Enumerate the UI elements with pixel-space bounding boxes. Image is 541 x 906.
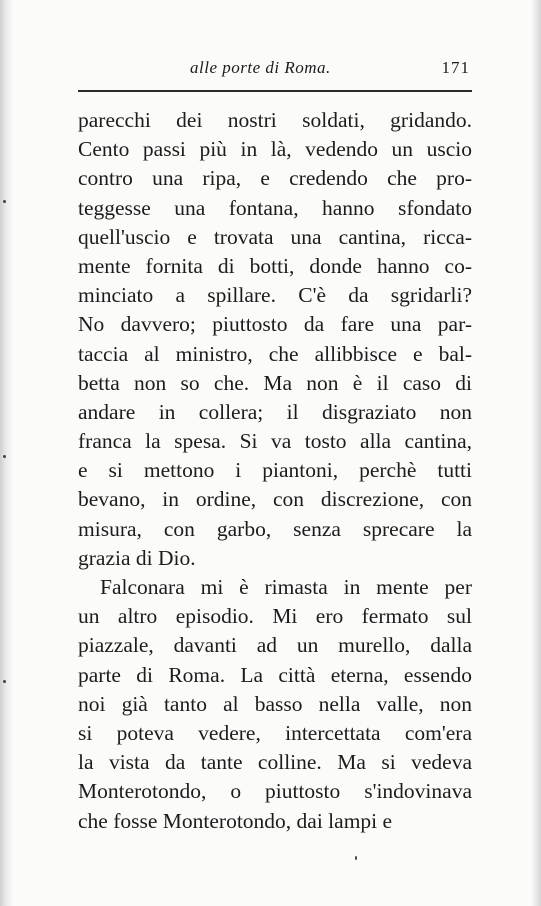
text-line: Cento passi più in là, vedendo un uscio bbox=[78, 137, 472, 162]
running-head bbox=[78, 56, 472, 82]
text-line: e si mettono i piantoni, perchè tutti bbox=[78, 458, 472, 483]
text-line: parte di Roma. La città eterna, essendo bbox=[78, 662, 472, 687]
text-line: piazzale, davanti ad un murello, dalla bbox=[78, 633, 472, 658]
text-line: che fosse Monterotondo, dai lampi e bbox=[78, 808, 393, 833]
text-line: minciato a spillare. C'è da sgridarli? bbox=[78, 283, 472, 308]
binding-shadow bbox=[0, 0, 14, 906]
text-line: quell'uscio e trovata una cantina, ricca- bbox=[78, 224, 472, 249]
paragraph bbox=[78, 106, 472, 573]
text-line: misura, con garbo, senza sprecare la bbox=[78, 516, 472, 541]
text-line: Monterotondo, o piuttosto s'indovinava bbox=[78, 779, 472, 804]
page-number: 171 bbox=[441, 58, 470, 77]
paragraph bbox=[78, 573, 472, 836]
running-title: alle porte di Roma. bbox=[190, 58, 331, 77]
scan-speck bbox=[3, 455, 6, 458]
page-edge-shadow bbox=[531, 0, 541, 906]
text-line: Falconara mi è rimasta in mente per bbox=[100, 575, 472, 599]
text-line: grazia di Dio. bbox=[78, 545, 196, 570]
scan-speck bbox=[3, 200, 6, 203]
text-line: taccia al ministro, che allibbisce e bal- bbox=[78, 341, 472, 366]
text-line: bevano, in ordine, con discrezione, con bbox=[78, 487, 472, 512]
text-line: teggesse una fontana, hanno sfondato bbox=[78, 195, 472, 220]
text-line: No davvero; piuttosto da fare una par- bbox=[78, 312, 472, 337]
text-line: contro una ripa, e credendo che pro- bbox=[78, 166, 472, 191]
text-line: andare in collera; il disgraziato non bbox=[78, 399, 472, 424]
scan-speck bbox=[3, 680, 6, 683]
text-line: franca la spesa. Si va tosto alla cantina, bbox=[78, 429, 472, 454]
text-line: parecchi dei nostri soldati, gridando. bbox=[78, 108, 472, 132]
text-line: betta non so che. Ma non è il caso di bbox=[78, 370, 472, 395]
text-line: un altro episodio. Mi ero fermato sul bbox=[78, 604, 472, 629]
text-line: noi già tanto al basso nella valle, non bbox=[78, 691, 472, 716]
body-text bbox=[78, 106, 472, 836]
text-line: si poteva vedere, intercettata com'era bbox=[78, 720, 472, 745]
header-rule bbox=[78, 90, 472, 92]
scan-speck bbox=[355, 856, 357, 860]
text-line: mente fornita di botti, donde hanno co- bbox=[78, 253, 472, 278]
text-line: la vista da tante colline. Ma si vedeva bbox=[78, 750, 472, 775]
